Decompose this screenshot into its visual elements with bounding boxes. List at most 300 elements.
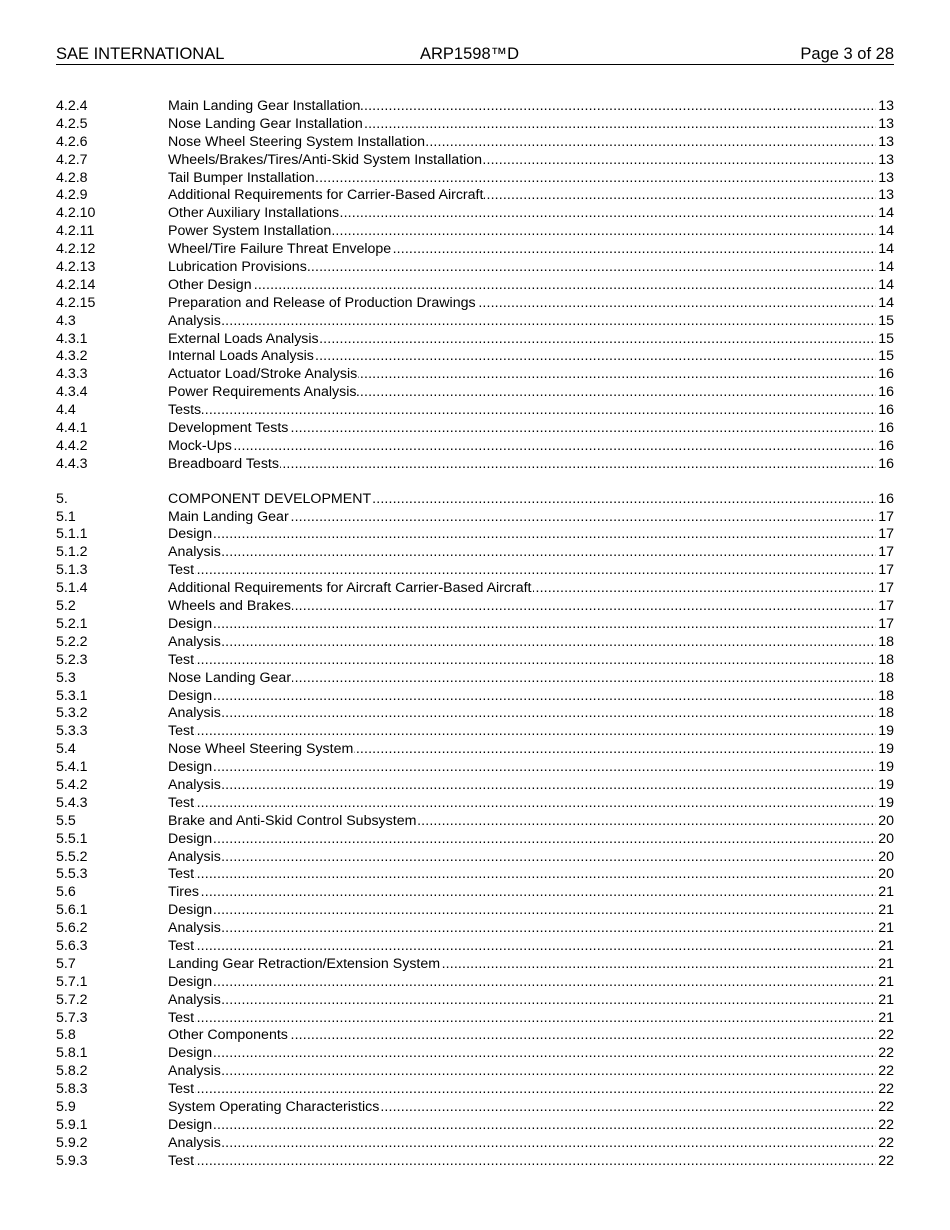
- section-title: Wheels/Brakes/Tires/Anti-Skid System Installation: [168, 151, 483, 168]
- toc-entry[interactable]: [56, 205, 894, 223]
- section-page: 22: [878, 1116, 894, 1133]
- entry-leader: [168, 134, 894, 152]
- toc-entry[interactable]: [56, 741, 894, 759]
- section-page: 22: [878, 1027, 894, 1044]
- section-page: 19: [878, 741, 894, 758]
- section-title: Landing Gear Retraction/Extension System: [168, 955, 441, 972]
- toc-entry[interactable]: [56, 670, 894, 688]
- entry-leader: [168, 992, 894, 1010]
- toc-entry[interactable]: [56, 1027, 894, 1045]
- section-page: 18: [878, 651, 894, 668]
- section-number: 5.1.1: [56, 526, 88, 543]
- toc-entry[interactable]: [56, 562, 894, 580]
- section-page: 14: [878, 223, 894, 240]
- entry-leader: [168, 634, 894, 652]
- entry-leader: [168, 688, 894, 706]
- section-number: 5.4.2: [56, 776, 88, 793]
- section-title: Design: [168, 973, 213, 990]
- section-title: Other Components: [168, 1027, 288, 1044]
- section-number: 5.: [56, 490, 68, 507]
- entry-leader: [168, 777, 894, 795]
- section-page: 13: [878, 169, 894, 186]
- section-page: 16: [878, 366, 894, 383]
- section-title: External Loads Analysis: [168, 330, 319, 347]
- section-number: 5.3: [56, 669, 76, 686]
- section-number: 5.4.3: [56, 794, 88, 811]
- section-number: 4.2.12: [56, 241, 96, 258]
- section-number: 5.3.2: [56, 705, 88, 722]
- section-page: 13: [878, 115, 894, 132]
- section-page: 20: [878, 812, 894, 829]
- section-page: 17: [878, 562, 894, 579]
- section-number: 5.8.2: [56, 1063, 88, 1080]
- section-title: Power Requirements Analysis: [168, 384, 357, 401]
- entry-leader: [168, 187, 894, 205]
- toc-entry[interactable]: [56, 1117, 894, 1135]
- section-title: Main Landing Gear: [168, 508, 289, 525]
- section-page: 14: [878, 276, 894, 293]
- section-title: Analysis: [168, 991, 221, 1008]
- toc-entry[interactable]: [56, 116, 894, 134]
- entry-leader: [168, 1010, 894, 1028]
- section-title: Design: [168, 526, 213, 543]
- section-title: Design: [168, 1116, 213, 1133]
- section-number: 5.7.2: [56, 991, 88, 1008]
- section-number: 5.4.1: [56, 759, 88, 776]
- toc-entry[interactable]: [56, 866, 894, 884]
- section-title: Analysis: [168, 1134, 221, 1151]
- section-title: Preparation and Release of Production Drawings: [168, 294, 476, 311]
- entry-leader: [168, 98, 894, 116]
- section-number: 5.8.1: [56, 1045, 88, 1062]
- section-page: 13: [878, 133, 894, 150]
- section-number: 4.4: [56, 402, 76, 419]
- section-page: 21: [878, 955, 894, 972]
- publisher-name: SAE INTERNATIONAL: [56, 45, 225, 63]
- entry-leader: [168, 152, 894, 170]
- toc-entry[interactable]: [56, 241, 894, 259]
- section-page: 16: [878, 437, 894, 454]
- section-number: 5.6.3: [56, 937, 88, 954]
- section-title: Other Auxiliary Installations: [168, 205, 340, 222]
- section-page: 22: [878, 1098, 894, 1115]
- section-number: 5.8.3: [56, 1081, 88, 1098]
- section-page: 16: [878, 402, 894, 419]
- section-number: 4.3.4: [56, 384, 88, 401]
- toc-entry[interactable]: [56, 134, 894, 152]
- toc-entry[interactable]: [56, 759, 894, 777]
- toc-entry[interactable]: [56, 938, 894, 956]
- entry-leader: [168, 205, 894, 223]
- toc-entry[interactable]: [56, 223, 894, 241]
- entry-leader: [168, 348, 894, 366]
- section-title: Main Landing Gear Installation: [168, 98, 361, 114]
- toc-entry[interactable]: [56, 456, 894, 474]
- entry-leader: [168, 849, 894, 867]
- toc-entry[interactable]: [56, 688, 894, 706]
- section-title: Test: [168, 937, 195, 954]
- toc-entry[interactable]: [56, 366, 894, 384]
- section-page: 20: [878, 866, 894, 883]
- toc-entry[interactable]: [56, 295, 894, 313]
- section-page: 19: [878, 723, 894, 740]
- entry-leader: [168, 884, 894, 902]
- section-title: Nose Landing Gear Installation: [168, 115, 363, 132]
- entry-leader: [168, 956, 894, 974]
- entry-leader: [168, 813, 894, 831]
- section-title: Analysis: [168, 1063, 221, 1080]
- section-title: Design: [168, 1045, 213, 1062]
- entry-leader: [168, 1045, 894, 1063]
- toc-entry[interactable]: [56, 509, 894, 527]
- section-number: 5.1.3: [56, 562, 88, 579]
- entry-leader: [168, 1135, 894, 1153]
- entry-leader: [168, 1117, 894, 1135]
- section-page: 18: [878, 687, 894, 704]
- toc-entry[interactable]: [56, 402, 894, 420]
- entry-leader: [168, 491, 894, 509]
- section-page: 19: [878, 759, 894, 776]
- section-title: Test: [168, 723, 195, 740]
- entry-leader: [168, 1063, 894, 1081]
- section-number: 5.6.2: [56, 920, 88, 937]
- toc-entry[interactable]: [56, 723, 894, 741]
- entry-leader: [168, 723, 894, 741]
- section-title: Power System Installation: [168, 223, 332, 240]
- toc-entry[interactable]: [56, 277, 894, 295]
- toc-entry[interactable]: [56, 1153, 894, 1171]
- section-number: 4.2.15: [56, 294, 96, 311]
- toc-entry[interactable]: [56, 813, 894, 831]
- page-number: Page 3 of 28: [800, 45, 894, 63]
- toc-entry[interactable]: [56, 920, 894, 938]
- entry-leader: [168, 1099, 894, 1117]
- section-title: System Operating Characteristics: [168, 1098, 380, 1115]
- entry-leader: [168, 402, 894, 420]
- toc-entry[interactable]: [56, 1099, 894, 1117]
- section-number: 5.7: [56, 955, 76, 972]
- toc-entry[interactable]: [56, 1063, 894, 1081]
- section-number: 4.4.2: [56, 437, 88, 454]
- section-number: 5.3.3: [56, 723, 88, 740]
- section-number: 5.7.1: [56, 973, 88, 990]
- toc-entry[interactable]: [56, 331, 894, 349]
- toc-entry[interactable]: [56, 348, 894, 366]
- toc-entry[interactable]: [56, 491, 894, 509]
- section-number: 4.2.8: [56, 169, 88, 186]
- section-page: 21: [878, 902, 894, 919]
- section-number: 5.2: [56, 598, 76, 615]
- section-title: Analysis: [168, 705, 221, 722]
- section-title: Other Design: [168, 276, 252, 293]
- section-title: Breadboard Tests: [168, 455, 279, 472]
- toc-entry[interactable]: [56, 705, 894, 723]
- toc-entry[interactable]: [56, 259, 894, 277]
- entry-leader: [168, 438, 894, 456]
- toc-entry[interactable]: [56, 849, 894, 867]
- section-page: 21: [878, 973, 894, 990]
- section-title: Lubrication Provisions: [168, 259, 307, 276]
- section-number: 5.6.1: [56, 902, 88, 919]
- entry-leader: [168, 366, 894, 384]
- section-number: 4.4.1: [56, 420, 88, 437]
- toc-entry[interactable]: [56, 902, 894, 920]
- section-number: 5.6: [56, 884, 76, 901]
- entry-leader: [168, 331, 894, 349]
- section-title: Mock-Ups: [168, 437, 232, 454]
- document-number: ARP1598™D: [420, 45, 520, 63]
- toc-entry[interactable]: [56, 1081, 894, 1099]
- entry-leader: [168, 866, 894, 884]
- page-header: [56, 44, 894, 65]
- section-number: 5.9.2: [56, 1134, 88, 1151]
- toc-entry[interactable]: [56, 526, 894, 544]
- section-page: 18: [878, 633, 894, 650]
- entry-leader: [168, 1153, 894, 1171]
- entry-leader: [168, 562, 894, 580]
- section-title: Design: [168, 830, 213, 847]
- section-title: Internal Loads Analysis: [168, 348, 314, 365]
- section-page: 17: [878, 526, 894, 543]
- section-title: Design: [168, 902, 213, 919]
- section-page: 22: [878, 1081, 894, 1098]
- section-title: Test: [168, 794, 195, 811]
- section-number: 5.3.1: [56, 687, 88, 704]
- toc-entry[interactable]: [56, 1135, 894, 1153]
- section-number: 4.3.2: [56, 348, 88, 365]
- section-page: 21: [878, 920, 894, 937]
- section-number: 5.1.2: [56, 544, 88, 561]
- section-number: 4.2.11: [56, 223, 95, 240]
- section-number: 5.2.2: [56, 633, 88, 650]
- entry-leader: [168, 598, 894, 616]
- section-page: 20: [878, 830, 894, 847]
- section-title: Analysis: [168, 633, 221, 650]
- section-page: 16: [878, 420, 894, 437]
- toc-entry[interactable]: [56, 1045, 894, 1063]
- section-number: 4.2.13: [56, 259, 96, 276]
- section-page: 21: [878, 937, 894, 954]
- entry-leader: [168, 616, 894, 634]
- entry-leader: [168, 580, 894, 598]
- section-number: 5.1: [56, 508, 76, 525]
- section-number: 4.2.7: [56, 151, 88, 168]
- section-page: 17: [878, 544, 894, 561]
- section-page: 15: [878, 312, 894, 329]
- toc-entry[interactable]: [56, 1010, 894, 1028]
- toc-entry[interactable]: [56, 831, 894, 849]
- section-title: Nose Landing Gear: [168, 669, 292, 686]
- entry-leader: [168, 902, 894, 920]
- section-page: 14: [878, 241, 894, 258]
- section-title: Analysis: [168, 776, 221, 793]
- toc-entry[interactable]: [56, 544, 894, 562]
- section-page: 21: [878, 991, 894, 1008]
- section-title: Actuator Load/Stroke Analysis: [168, 366, 358, 383]
- entry-leader: [168, 652, 894, 670]
- section-page: 18: [878, 669, 894, 686]
- section-page: 13: [878, 98, 894, 114]
- section-title: Analysis: [168, 544, 221, 561]
- section-page: 22: [878, 1045, 894, 1062]
- section-title: Design: [168, 759, 213, 776]
- section-title: Test: [168, 562, 195, 579]
- section-page: 14: [878, 205, 894, 222]
- toc-entry[interactable]: [56, 420, 894, 438]
- section-page: 19: [878, 794, 894, 811]
- section-page: 18: [878, 705, 894, 722]
- section-number: 4.3.1: [56, 330, 88, 347]
- toc-entry[interactable]: [56, 438, 894, 456]
- section-page: 13: [878, 187, 894, 204]
- section-page: 22: [878, 1063, 894, 1080]
- entry-leader: [168, 259, 894, 277]
- entry-leader: [168, 795, 894, 813]
- section-number: 5.9.1: [56, 1116, 88, 1133]
- entry-leader: [168, 277, 894, 295]
- section-number: 4.4.3: [56, 455, 88, 472]
- entry-leader: [168, 420, 894, 438]
- entry-leader: [168, 938, 894, 956]
- entry-leader: [168, 670, 894, 688]
- section-page: 20: [878, 848, 894, 865]
- toc-entry[interactable]: [56, 884, 894, 902]
- section-number: 5.5.3: [56, 866, 88, 883]
- section-title: Development Tests: [168, 420, 289, 437]
- entry-leader: [168, 741, 894, 759]
- section-title: Additional Requirements for Carrier-Based Aircraft: [168, 187, 484, 204]
- section-title: Tires: [168, 884, 200, 901]
- entry-leader: [168, 759, 894, 777]
- section-title: Analysis: [168, 312, 221, 329]
- section-page: 13: [878, 151, 894, 168]
- section-title: Nose Wheel Steering System: [168, 741, 354, 758]
- section-title: Tail Bumper Installation: [168, 169, 315, 186]
- section-title: COMPONENT DEVELOPMENT: [168, 490, 372, 507]
- entry-leader: [168, 116, 894, 134]
- section-title: Additional Requirements for Aircraft Carrier-Based Aircraft: [168, 580, 532, 597]
- section-title: Design: [168, 687, 213, 704]
- section-title: Test: [168, 1152, 195, 1169]
- entry-leader: [168, 1081, 894, 1099]
- section-title: Brake and Anti-Skid Control Subsystem: [168, 812, 417, 829]
- entry-leader: [168, 384, 894, 402]
- entry-leader: [168, 974, 894, 992]
- toc-entry[interactable]: [56, 616, 894, 634]
- section-page: 16: [878, 455, 894, 472]
- section-page: 17: [878, 615, 894, 632]
- section-page: 17: [878, 580, 894, 597]
- section-title: Tests: [168, 402, 202, 419]
- toc-entry[interactable]: [56, 187, 894, 205]
- section-title: Analysis: [168, 920, 221, 937]
- section-title: Test: [168, 1081, 195, 1098]
- entry-leader: [168, 241, 894, 259]
- entry-leader: [168, 705, 894, 723]
- entry-leader: [168, 831, 894, 849]
- section-title: Wheels and Brakes: [168, 598, 292, 615]
- section-number: 4.2.6: [56, 133, 88, 150]
- table-of-contents: [56, 98, 894, 1171]
- section-number: 4.2.5: [56, 115, 88, 132]
- section-number: 5.5: [56, 812, 76, 829]
- section-title: Wheel/Tire Failure Threat Envelope: [168, 241, 392, 258]
- entry-leader: [168, 544, 894, 562]
- entry-leader: [168, 456, 894, 474]
- section-number: 5.8: [56, 1027, 76, 1044]
- entry-leader: [168, 1027, 894, 1045]
- toc-entry[interactable]: [56, 956, 894, 974]
- section-page: 21: [878, 884, 894, 901]
- toc-entry[interactable]: [56, 580, 894, 598]
- section-title: Test: [168, 1009, 195, 1026]
- section-page: 21: [878, 1009, 894, 1026]
- toc-entry[interactable]: [56, 634, 894, 652]
- section-number: 5.2.3: [56, 651, 88, 668]
- section-number: 5.9.3: [56, 1152, 88, 1169]
- toc-entry[interactable]: [56, 384, 894, 402]
- section-page: 15: [878, 348, 894, 365]
- section-number: 4.2.14: [56, 276, 96, 293]
- section-number: 5.5.2: [56, 848, 88, 865]
- section-page: 14: [878, 259, 894, 276]
- section-page: 16: [878, 490, 894, 507]
- section-title: Nose Wheel Steering System Installation: [168, 133, 426, 150]
- section-title: Test: [168, 866, 195, 883]
- section-number: 4.2.10: [56, 205, 96, 222]
- section-page: 19: [878, 776, 894, 793]
- section-number: 5.9: [56, 1098, 76, 1115]
- section-number: 4.2.9: [56, 187, 88, 204]
- toc-entry[interactable]: [56, 974, 894, 992]
- section-title: Test: [168, 651, 195, 668]
- section-page: 15: [878, 330, 894, 347]
- toc-entry[interactable]: [56, 170, 894, 188]
- toc-entry[interactable]: [56, 992, 894, 1010]
- section-page: 17: [878, 508, 894, 525]
- section-number: 5.5.1: [56, 830, 88, 847]
- section-title: Design: [168, 615, 213, 632]
- section-page: 22: [878, 1152, 894, 1169]
- section-page: 17: [878, 598, 894, 615]
- toc-entry[interactable]: [56, 777, 894, 795]
- toc-entry[interactable]: [56, 652, 894, 670]
- section-number: 4.3.3: [56, 366, 88, 383]
- entry-leader: [168, 526, 894, 544]
- section-number: 4.2.4: [56, 98, 88, 114]
- toc-entry[interactable]: [56, 313, 894, 331]
- toc-entry[interactable]: [56, 98, 894, 116]
- section-page: 22: [878, 1134, 894, 1151]
- section-title: Analysis: [168, 848, 221, 865]
- section-page: 16: [878, 384, 894, 401]
- section-number: 4.3: [56, 312, 76, 329]
- section-number: 5.4: [56, 741, 76, 758]
- toc-entry[interactable]: [56, 795, 894, 813]
- entry-leader: [168, 223, 894, 241]
- entry-leader: [168, 170, 894, 188]
- section-number: 5.2.1: [56, 615, 88, 632]
- entry-leader: [168, 509, 894, 527]
- section-number: 5.1.4: [56, 580, 88, 597]
- entry-leader: [168, 920, 894, 938]
- section-page: 14: [878, 294, 894, 311]
- entry-leader: [168, 313, 894, 331]
- toc-entry[interactable]: [56, 152, 894, 170]
- section-number: 5.7.3: [56, 1009, 88, 1026]
- toc-entry[interactable]: [56, 598, 894, 616]
- entry-leader: [168, 295, 894, 313]
